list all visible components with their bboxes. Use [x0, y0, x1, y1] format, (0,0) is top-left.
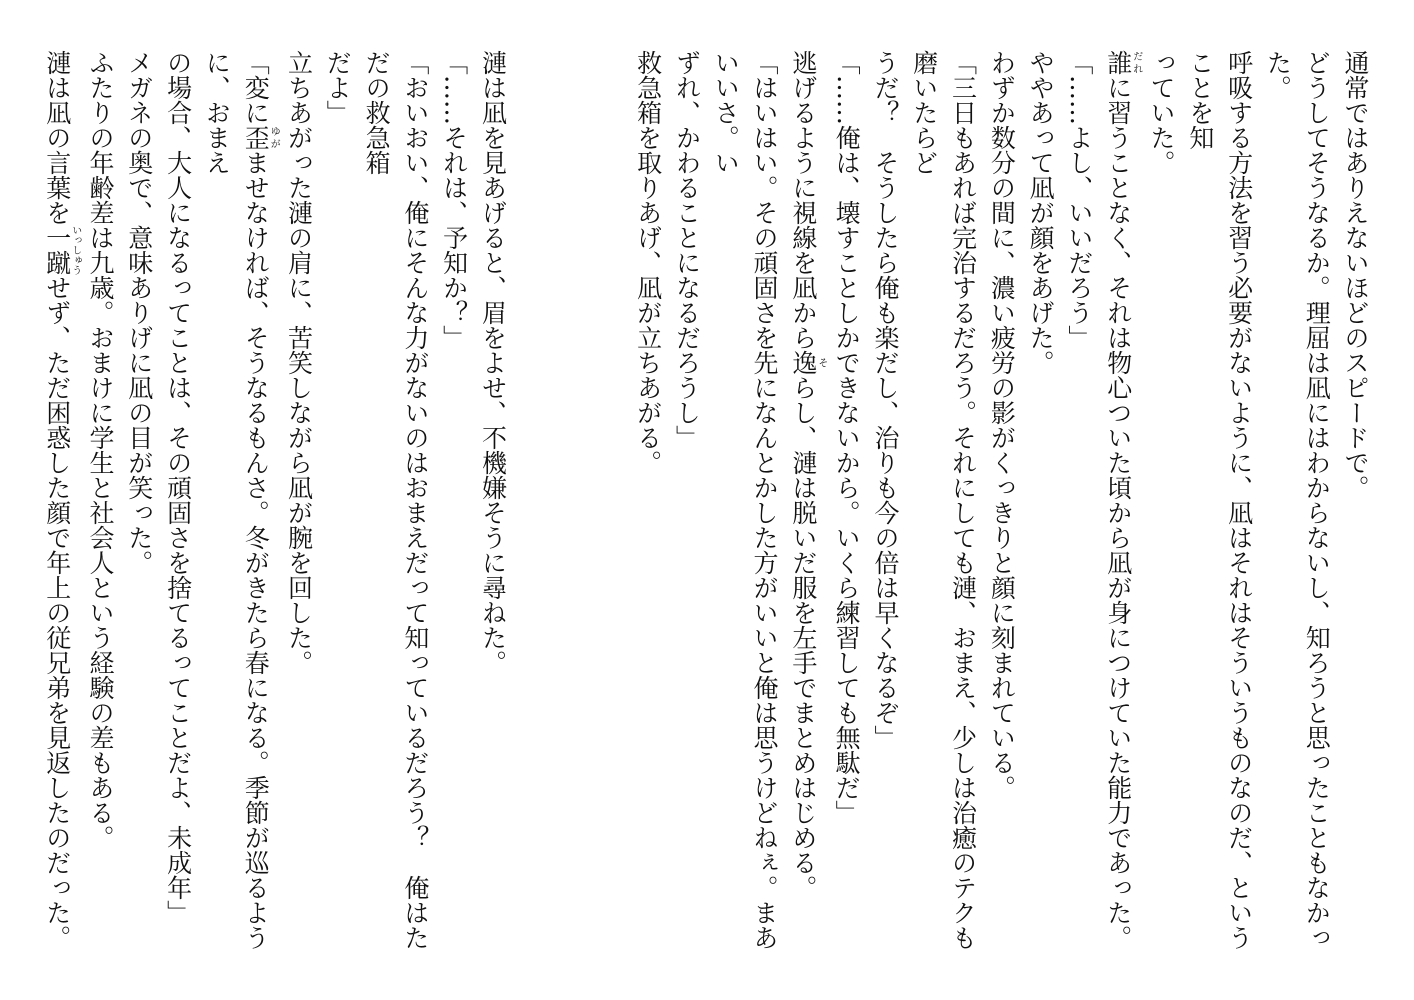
ruby-dare: 誰だれ [1103, 50, 1142, 75]
text-line: だよ」 [323, 50, 353, 125]
blank-line [550, 50, 589, 970]
text-line: ややあって凪が顔をあげた。 [1026, 50, 1056, 375]
text-line: 誰だれに習うことなく、それは物心ついた頃から凪が身につけていた能力であった。 [1103, 50, 1142, 950]
blank-line [511, 50, 550, 970]
text-line: メガネの奥で、意味ありげに凪の目が笑った。 [124, 50, 154, 575]
blank-line [0, 50, 37, 970]
text-line: 「おいおい、俺にそんな力がないのはおまえだって知っているだろう？ 俺はただの救急箱 [362, 50, 430, 950]
text-line: ふたりの年齢差は九歳。おまけに学生と社会人という経験の差もある。 [86, 50, 115, 850]
text-line: 立ちあがった漣の肩に、苦笑しながら凪が腕を回した。 [284, 50, 314, 675]
ruby-so: 逸そ [788, 350, 827, 375]
vertical-text-block [0, 50, 1374, 970]
text-line: の場合、大人になるってことは、その頑固さを捨てるってことだよ、未成年」 [163, 50, 193, 925]
text-line: うだ？ そうしたら俺も楽だし、治りも今の倍は早くなるぞ」 [870, 50, 900, 750]
text-line: 「……よし、いいだろう」 [1064, 50, 1094, 350]
text-line: 「変に歪ゆがませなければ、そうなるもんさ。冬がきたら春になる。季節が巡るように、おまえ [202, 50, 280, 950]
text-line: ずれ、かわることになるだろうし」 [672, 50, 702, 450]
text-line: 呼吸する方法を習う必要がないように、凪はそれはそういうものなのだ、ということを知 [1185, 50, 1254, 950]
text-line: 「……それは、予知か？」 [439, 50, 469, 350]
text-line: 「三日もあれば完治するだろう。それにしても漣、おまえ、少しは治癒のテクも磨いたらど [909, 50, 978, 950]
ruby-isshuu: 一蹴いっしゅう [42, 225, 81, 275]
text-line: っていた。 [1147, 50, 1177, 175]
text-line: 漣は凪の言葉を一蹴いっしゅうせず、ただ困惑した顔で年上の従兄弟を見返したのだった。 [42, 50, 81, 950]
text-line: 「はいはい。その頑固さを先になんとかした方がいいと俺は思うけどねぇ。まあいいさ。い [711, 50, 780, 950]
text-line: 「……俺は、壊すことしかできないから。いくら練習しても無駄だ」 [832, 50, 862, 825]
blank-line [589, 50, 628, 970]
text-line: どうしてそうなるか。理屈は凪にはわからないし、知ろうと思ったこともなかった。 [1263, 50, 1332, 950]
text-line: 救急箱を取りあげ、凪が立ちあがる。 [633, 50, 663, 475]
text-line: 漣は凪を見あげると、眉をよせ、不機嫌そうに尋ねた。 [478, 50, 508, 675]
text-line: 通常ではありえないほどのスピードで。 [1341, 50, 1370, 500]
ruby-yuga: 歪ゆが [241, 125, 280, 150]
text-line: 逃げるように視線を凪から逸そらし、漣は脱いだ服を左手でまとめはじめる。 [788, 50, 827, 900]
text-line: わずか数分の間に、濃い疲労の影がくっきりと顔に刻まれている。 [987, 50, 1017, 800]
